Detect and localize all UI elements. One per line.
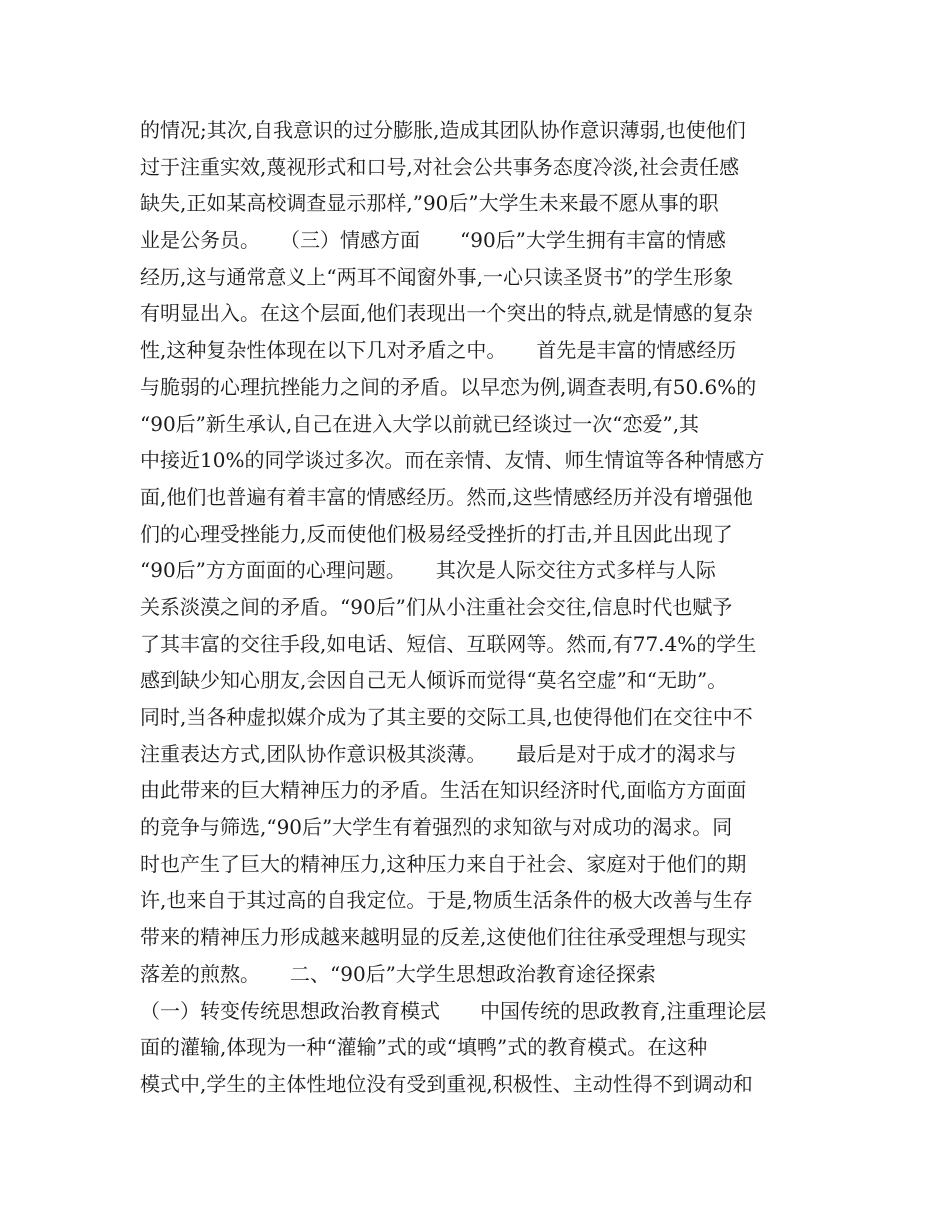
text-line-9: “90后”新生承认,自己在进入大学以前就已经谈过一次“恋爱”,其 <box>140 411 700 436</box>
text-line-13: “90后”方方面面的心理问题。 其次是人际交往方式多样与人际 <box>140 558 716 583</box>
text-line-21: 时也产生了巨大的精神压力,这种压力来自于社会、家庭对于他们的期 <box>140 851 747 876</box>
text-line-17: 同时,当各种虚拟媒介成为了其主要的交际工具,也使得他们在交往中不 <box>140 705 753 729</box>
text-line-26: 面的灌输,体现为一种“灌输”式的或“填鸭”式的教育模式。在这种 <box>140 1035 708 1060</box>
text-line-3: 缺失,正如某高校调查显示那样,”90后”大学生未来最不愿从事的职 <box>140 191 719 216</box>
text-line-4: 业是公务员。 （三）情感方面 “90后”大学生拥有丰富的情感 <box>140 228 726 253</box>
text-line-27: 模式中,学生的主体性地位没有受到重视,积极性、主动性得不到调动和 <box>140 1071 753 1096</box>
text-line-16: 感到缺少知心朋友,会因自己无人倾诉而觉得“莫名空虚”和“无助”。 <box>140 668 728 693</box>
text-line-15: 了其丰富的交往手段,如电话、短信、互联网等。然而,有77.4%的学生 <box>140 631 757 656</box>
text-line-12: 们的心理受挫能力,反而使他们极易经受挫折的打击,并且因此出现了 <box>140 521 733 546</box>
text-line-25: （一）转变传统思想政治教育模式 中国传统的思政教育,注重理论层 <box>140 998 767 1023</box>
text-line-7: 性,这种复杂性体现在以下几对矛盾之中。 首先是丰富的情感经历 <box>140 338 737 363</box>
text-line-18: 注重表达方式,团队协作意识极其淡薄。 最后是对于成才的渴求与 <box>140 741 737 766</box>
text-line-5: 经历,这与通常意义上“两耳不闻窗外事,一心只读圣贤书”的学生形象 <box>140 264 734 289</box>
text-line-20: 的竞争与筛选,“90后”大学生有着强烈的求知欲与对成功的渴求。同 <box>140 815 733 840</box>
body-text <box>140 112 820 1103</box>
text-line-10: 中接近10%的同学谈过多次。而在亲情、友情、师生情谊等各种情感方 <box>140 448 765 473</box>
text-line-2: 过于注重实效,蔑视形式和口号,对社会公共事务态度冷淡,社会责任感 <box>140 154 740 179</box>
text-line-14: 关系淡漠之间的矛盾。“90后”们从小注重社会交往,信息时代也赋予 <box>140 594 733 619</box>
text-line-8: 与脆弱的心理抗挫能力之间的矛盾。以早恋为例,调查表明,有50.6%的 <box>140 374 757 399</box>
text-line-6: 有明显出入。在这个层面,他们表现出一个突出的特点,就是情感的复杂 <box>140 301 753 326</box>
text-line-22: 许,也来自于其过高的自我定位。于是,物质生活条件的极大改善与生存 <box>140 888 753 913</box>
text-line-11: 面,他们也普遍有着丰富的情感经历。然而,这些情感经历并没有增强他 <box>140 484 753 509</box>
text-line-23: 带来的精神压力形成越来越明显的反差,这使他们往往承受理想与现实 <box>140 925 747 950</box>
text-line-19: 由此带来的巨大精神压力的矛盾。生活在知识经济时代,面临方方面面 <box>140 778 747 803</box>
text-line-1: 的情况;其次,自我意识的过分膨胀,造成其团队协作意识薄弱,也使他们 <box>140 118 746 142</box>
text-line-24: 落差的煎熬。 二、“90后”大学生思想政治教育途径探索 <box>140 961 656 986</box>
